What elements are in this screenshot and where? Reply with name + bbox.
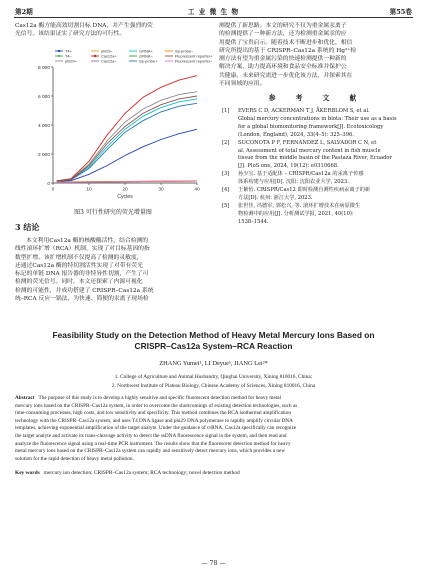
reference-line: for a global biomonitoring framework[J]. Ecotoxicology bbox=[238, 123, 384, 130]
header-rule bbox=[14, 17, 413, 18]
text-line: 本文利用Cas12a 酶的核酸酶活性，结合检测的 bbox=[26, 238, 149, 244]
text-line: Cas12a 酶方能高效切割目标 DNA，并产生强烈的荧 bbox=[15, 23, 153, 29]
reference-line: 1538–1544. bbox=[238, 218, 269, 225]
text-line: 解决方案，助力提高环境和食品安全标准并保护公 bbox=[219, 64, 347, 71]
text-line: 检测的荧光信号。同时，本文还探索了内源可视化 bbox=[15, 279, 143, 286]
x-tick-label: 0 bbox=[51, 187, 55, 193]
y-tick-label: 0 bbox=[47, 181, 50, 187]
section-heading: 3 结论 bbox=[15, 222, 40, 232]
legend-marker bbox=[58, 55, 60, 57]
text-line: 光信号。该结果证实了研究方法的可行性。 bbox=[15, 31, 126, 38]
legend-label: phi29− bbox=[101, 48, 113, 54]
legend-label: Cas12a− bbox=[101, 58, 117, 64]
reference-line: 方法[D]. 杭州: 浙江大学, 2023. bbox=[238, 194, 313, 201]
reference-line: 体系构建与应用[D]. 沈阳: 沈阳农业大学, 2023. bbox=[238, 179, 349, 186]
abstract-line: mercury ions based on the CRISPR–Cas12a system, in order to overcome the shortcomings of existing detection technologies, such as bbox=[15, 402, 298, 409]
keywords-text: mercury ion detection; CRISPR–Cas12a system; RCA technology; novel detection method bbox=[43, 470, 240, 476]
legend-label: T4+ bbox=[65, 48, 72, 54]
text-line: 共健康。未来研究需进一步优化该方法，并探索其在 bbox=[219, 72, 353, 79]
english-title-line: CRISPR–Cas12a System–RCA Reaction bbox=[134, 341, 293, 351]
text-line: 线性滚环扩增（RCA）机制，实现了对目标基因的指 bbox=[15, 246, 150, 253]
abstract bbox=[15, 395, 413, 463]
legend-label: Sp-probe− bbox=[175, 48, 194, 54]
reference-item bbox=[222, 171, 415, 187]
y-tick-label: 4 000 bbox=[37, 123, 50, 129]
affiliation-line: 1. College of Agriculture and Animal Husbandry, Qinghai University, Xining 810016, China; bbox=[114, 374, 313, 380]
text-line: 研究所提出的基于 CRISPR–Cas12a 系统的 Hg²⁺检 bbox=[219, 47, 357, 54]
reference-number: [2] bbox=[222, 139, 230, 146]
page-volume: 第55卷 bbox=[389, 8, 412, 16]
x-axis-label: Cycles bbox=[117, 194, 133, 200]
keywords-label: Key words bbox=[15, 470, 40, 476]
series-line bbox=[57, 92, 197, 181]
affiliation-line: 2. Northwest Institute of Plateau Biology, Chinese Academy of Sciences, Xining 810016, China bbox=[111, 382, 316, 389]
legend-label: Sp-probe+ bbox=[139, 58, 158, 64]
reference-line: 物检测中的应用[J]. 分析测试学报, 2021, 40(10): bbox=[238, 210, 354, 217]
abstract-line: the target analyte and activate its trans-cleavage activity to detect the ssDNA fluorescence signal in the system, and then read and bbox=[15, 432, 287, 439]
conclusion-text bbox=[15, 237, 211, 303]
x-tick-label: 20 bbox=[122, 187, 128, 193]
keywords bbox=[15, 470, 413, 476]
legend-label: phi29+ bbox=[65, 58, 77, 64]
reference-line: [J]. PloS one, 2024, 19(12): e0310668. bbox=[238, 163, 339, 170]
figure-3-chart bbox=[25, 45, 213, 203]
reference-list bbox=[222, 108, 415, 227]
abstract-line: time-consuming processes, high costs, and low sensitivity and specificity. This method combines the RCA isothermal amplification bbox=[15, 410, 292, 417]
reference-number: [5] bbox=[222, 202, 230, 209]
reference-line: Global mercury concentrations in biota: Their use as a basis bbox=[238, 115, 397, 122]
legend-marker bbox=[94, 55, 96, 57]
reference-number: [1] bbox=[222, 108, 230, 114]
english-title-line: Feasibility Study on the Detection Method of Heavy Metal Mercury Ions Based on bbox=[52, 330, 375, 340]
x-tick-label: 30 bbox=[158, 187, 164, 193]
figure-caption: 图3 可行性研究的荧光增量图 bbox=[74, 209, 152, 216]
abstract-line: metal mercury ions based on the CRISPR–Cas12a system can rapidly and sensitively detect mercury ions, which provides a new bbox=[15, 448, 286, 455]
abstract-label: Abstract bbox=[15, 395, 35, 401]
left-top-text bbox=[15, 22, 211, 39]
text-line: 用提供了宝贵启示。随着技术不断进步和优化，相信 bbox=[219, 39, 353, 46]
legend-label: crRNA− bbox=[139, 53, 153, 59]
reference-line: 孙少宝. 基于适配体 – CRISPR/Cas12a 的汞离子传感 bbox=[238, 171, 364, 178]
text-line: 检测的可能性，并成功搭建了 CRISPR–Cas12a 系统 bbox=[15, 287, 154, 294]
text-line: 统–RCA 反应一锅法，为快速、简便的汞离子现场检 bbox=[15, 296, 149, 303]
chart-svg bbox=[25, 45, 213, 203]
text-line: 的检测提供了一种新方法，还为检测重金属汞的应 bbox=[219, 31, 347, 38]
page-issue: 第2期 bbox=[15, 8, 33, 16]
reference-item bbox=[222, 187, 415, 203]
y-tick-label: 6 000 bbox=[37, 94, 50, 100]
y-tick-label: 8 000 bbox=[37, 65, 50, 71]
text-line: 数型扩增。该扩增机制不仅提高了检测的灵敏度， bbox=[15, 254, 143, 261]
legend-label: Cas12a+ bbox=[101, 53, 117, 59]
reference-line: al. Assessment of total mercury content in fish muscle bbox=[238, 147, 381, 154]
reference-line: tissue from the middle basin of the Pastaza River, Ecuador bbox=[238, 155, 393, 162]
abstract-line: analyze the fluorescence signal using a real-time PCR instrument. The results show that the fluorescent detection method for heavy bbox=[15, 440, 291, 447]
journal-title: 工 业 微 生 物 bbox=[187, 8, 240, 16]
reference-line: (London, England), 2024, 33(4–5): 325–396. bbox=[238, 131, 354, 138]
right-top-text bbox=[219, 22, 415, 88]
reference-line: SUCONOTA P F, FERNÁNDEZ L, SALVADOR C N, et bbox=[238, 139, 377, 146]
text-line: 还通过Cas12a 酶的特切割活性实现了对带有荧光 bbox=[15, 262, 143, 269]
authors: ZHANG Yumei¹, LI Deyue¹, JIANG Lei²* bbox=[159, 360, 268, 367]
reference-item bbox=[222, 140, 415, 172]
text-line: 不同领域的应用。 bbox=[219, 81, 266, 88]
abstract-line: templates, achieving exponential amplification of the target analyte. Under the guidance of crRNA, Cas12a specifically can recognize bbox=[15, 425, 297, 432]
x-tick-label: 40 bbox=[194, 187, 200, 193]
y-tick-label: 2 000 bbox=[37, 152, 50, 158]
x-tick-label: 10 bbox=[86, 187, 92, 193]
english-title bbox=[15, 330, 412, 352]
abstract-line: solution for the rapid detection of heavy metal pollution. bbox=[15, 455, 134, 462]
reference-number: [4] bbox=[222, 187, 230, 194]
legend-label: Fluorescent reporter+ bbox=[175, 53, 213, 59]
page-number: — 78 — bbox=[201, 560, 226, 567]
legend-label: crRNA+ bbox=[139, 48, 153, 54]
reference-item bbox=[222, 203, 415, 227]
text-line: 测提供了新思路。本文的研究不仅为重金属汞离子 bbox=[219, 23, 347, 29]
text-line: 测方法有望为重金属污染的快速检测提供一种新的 bbox=[219, 56, 347, 63]
series-line bbox=[57, 96, 197, 181]
abstract-line-text: The purpose of this study is to develop a highly sensitive and specific fluorescent detection method for heavy metal bbox=[38, 395, 282, 401]
series-line bbox=[57, 103, 197, 181]
reference-line: EVERS C D, ACKERMAN T J, ÅKERBLOM S, et al. bbox=[238, 108, 370, 114]
reference-item bbox=[222, 108, 415, 140]
reference-line: 张世佳, 冯德军, 郭松兴, 等. 滚环扩增技术在病原微生 bbox=[238, 202, 361, 209]
reference-number: [3] bbox=[222, 171, 230, 178]
section-title-conclusion bbox=[15, 222, 39, 233]
reference-line: 王紫怡. CRISPR/Cas12 即时检测自测性疾病汞离子的新 bbox=[238, 187, 371, 194]
references-heading: 参 考 文 献 bbox=[268, 94, 366, 102]
legend-label: Fluorescent reporter− bbox=[175, 58, 213, 64]
text-line: 标记的单链 DNA 报告器的非特异性切割，产生了可 bbox=[15, 271, 149, 278]
abstract-line: technology with the CRISPR–Cas12a system, and uses T4 DNA ligase and phi29 DNA polymerase to rapidly amplify circular DNA bbox=[15, 417, 293, 424]
legend-label: T4− bbox=[65, 53, 72, 59]
abstract-line bbox=[15, 395, 413, 403]
legend-marker bbox=[58, 50, 60, 52]
affiliations bbox=[0, 373, 427, 390]
